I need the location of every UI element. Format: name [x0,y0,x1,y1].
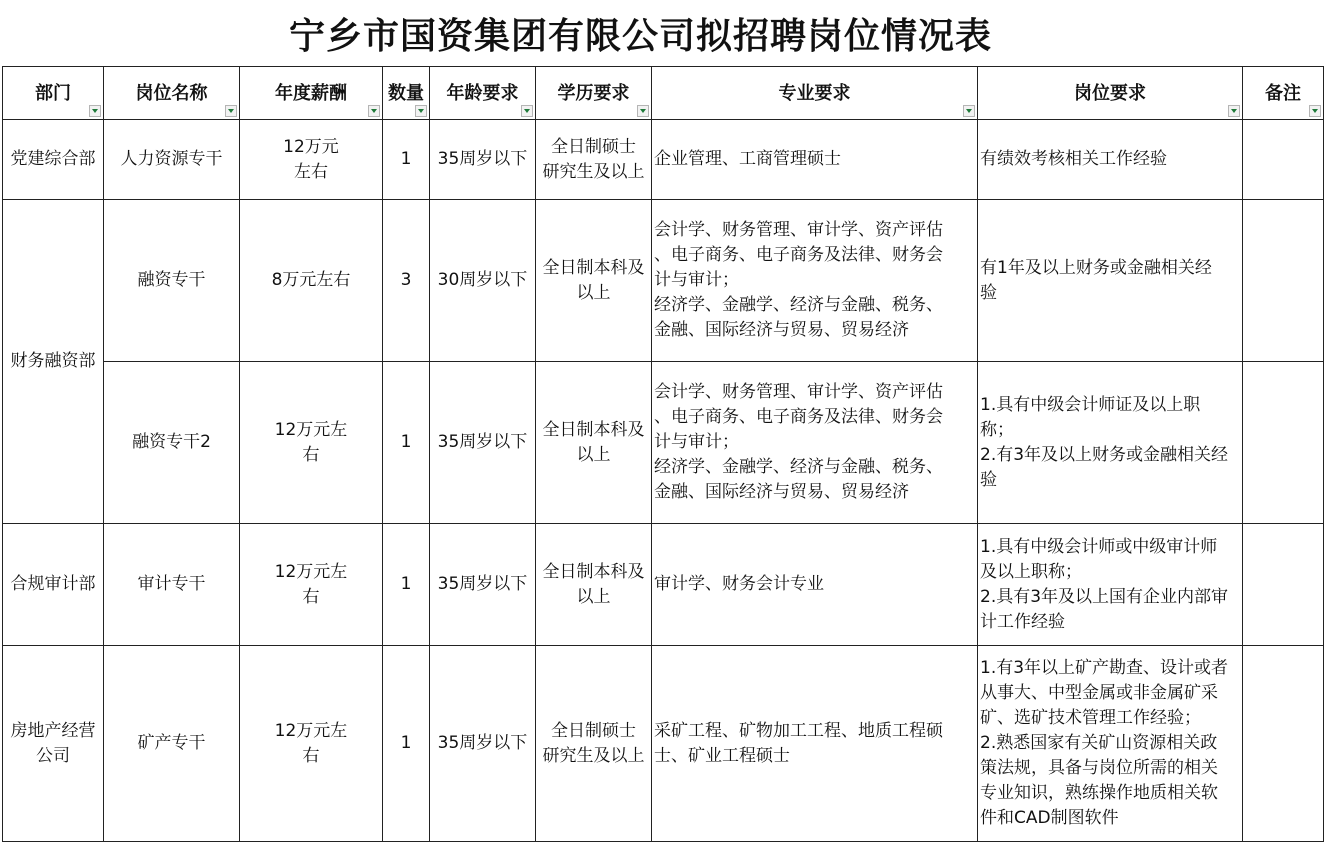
requirement-cell[interactable]: 1.具有中级会计师证及以上职 称； 2.有3年及以上财务或金融相关经 验 [978,362,1243,524]
dept-cell[interactable]: 财务融资部 [3,200,104,524]
salary-cell[interactable]: 8万元左右 [240,200,383,362]
salary-cell[interactable]: 12万元左 右 [240,524,383,646]
header-cell-education: 学历要求 [536,67,652,120]
table-row [3,120,1324,200]
filter-dropdown-icon[interactable] [1228,105,1240,117]
filter-dropdown-icon[interactable] [963,105,975,117]
major-cell[interactable]: 企业管理、工商管理硕士 [652,120,978,200]
header-cell-major: 专业要求 [652,67,978,120]
table-row [3,362,1324,524]
dept-cell[interactable]: 房地产经营 公司 [3,646,104,842]
header-cell-requirement: 岗位要求 [978,67,1243,120]
note-cell[interactable] [1243,120,1324,200]
position-cell[interactable]: 融资专干2 [104,362,240,524]
filter-dropdown-icon[interactable] [1309,105,1321,117]
education-cell[interactable]: 全日制本科及 以上 [536,200,652,362]
salary-cell[interactable]: 12万元左 右 [240,362,383,524]
header-cell-salary: 年度薪酬 [240,67,383,120]
position-cell[interactable]: 人力资源专干 [104,120,240,200]
count-cell[interactable]: 1 [383,646,430,842]
note-cell[interactable] [1243,646,1324,842]
page-title: 宁乡市国资集团有限公司拟招聘岗位情况表 [288,15,992,57]
filter-dropdown-icon[interactable] [415,105,427,117]
filter-dropdown-icon[interactable] [521,105,533,117]
header-cell-note: 备注 [1243,67,1324,120]
age-cell[interactable]: 35周岁以下 [430,362,536,524]
dept-cell[interactable]: 党建综合部 [3,120,104,200]
table-row [3,646,1324,842]
count-cell[interactable]: 1 [383,120,430,200]
count-cell[interactable]: 1 [383,362,430,524]
filter-dropdown-icon[interactable] [368,105,380,117]
position-cell[interactable]: 审计专干 [104,524,240,646]
header-row [3,67,1324,120]
major-cell[interactable]: 采矿工程、矿物加工工程、地质工程硕 士、矿业工程硕士 [652,646,978,842]
position-cell[interactable]: 矿产专干 [104,646,240,842]
note-cell[interactable] [1243,200,1324,362]
header-cell-age: 年龄要求 [430,67,536,120]
table-row [3,524,1324,646]
header-cell-count: 数量 [383,67,430,120]
age-cell[interactable]: 35周岁以下 [430,524,536,646]
count-cell[interactable]: 1 [383,524,430,646]
dept-cell[interactable]: 合规审计部 [3,524,104,646]
age-cell[interactable]: 35周岁以下 [430,120,536,200]
header-cell-position: 岗位名称 [104,67,240,120]
filter-dropdown-icon[interactable] [637,105,649,117]
note-cell[interactable] [1243,524,1324,646]
header-cell-dept: 部门 [3,67,104,120]
education-cell[interactable]: 全日制本科及 以上 [536,524,652,646]
recruitment-table [2,66,1324,842]
filter-dropdown-icon[interactable] [225,105,237,117]
salary-cell[interactable]: 12万元左 右 [240,646,383,842]
education-cell[interactable]: 全日制本科及 以上 [536,362,652,524]
age-cell[interactable]: 35周岁以下 [430,646,536,842]
major-cell[interactable]: 审计学、财务会计专业 [652,524,978,646]
position-cell[interactable]: 融资专干 [104,200,240,362]
salary-cell[interactable]: 12万元 左右 [240,120,383,200]
education-cell[interactable]: 全日制硕士 研究生及以上 [536,646,652,842]
note-cell[interactable] [1243,362,1324,524]
major-cell[interactable]: 会计学、财务管理、审计学、资产评估 、电子商务、电子商务及法律、财务会 计与审计； 经济学、金融学、经济与金融、税务、 金融、国际经济与贸易、贸易经济 [652,200,978,362]
education-cell[interactable]: 全日制硕士 研究生及以上 [536,120,652,200]
count-cell[interactable]: 3 [383,200,430,362]
requirement-cell[interactable]: 1.有3年以上矿产勘查、设计或者 从事大、中型金属或非金属矿采 矿、选矿技术管理工作经验； 2.熟悉国家有关矿山资源相关政 策法规，具备与岗位所需的相关 专业知识，熟练操作地质相关软 件和CAD制图软件 [978,646,1243,842]
requirement-cell[interactable]: 有绩效考核相关工作经验 [978,120,1243,200]
requirement-cell[interactable]: 有1年及以上财务或金融相关经 验 [978,200,1243,362]
age-cell[interactable]: 30周岁以下 [430,200,536,362]
major-cell[interactable]: 会计学、财务管理、审计学、资产评估 、电子商务、电子商务及法律、财务会 计与审计； 经济学、金融学、经济与金融、税务、 金融、国际经济与贸易、贸易经济 [652,362,978,524]
requirement-cell[interactable]: 1.具有中级会计师或中级审计师 及以上职称； 2.具有3年及以上国有企业内部审 计工作经验 [978,524,1243,646]
table-row [3,200,1324,362]
filter-dropdown-icon[interactable] [89,105,101,117]
